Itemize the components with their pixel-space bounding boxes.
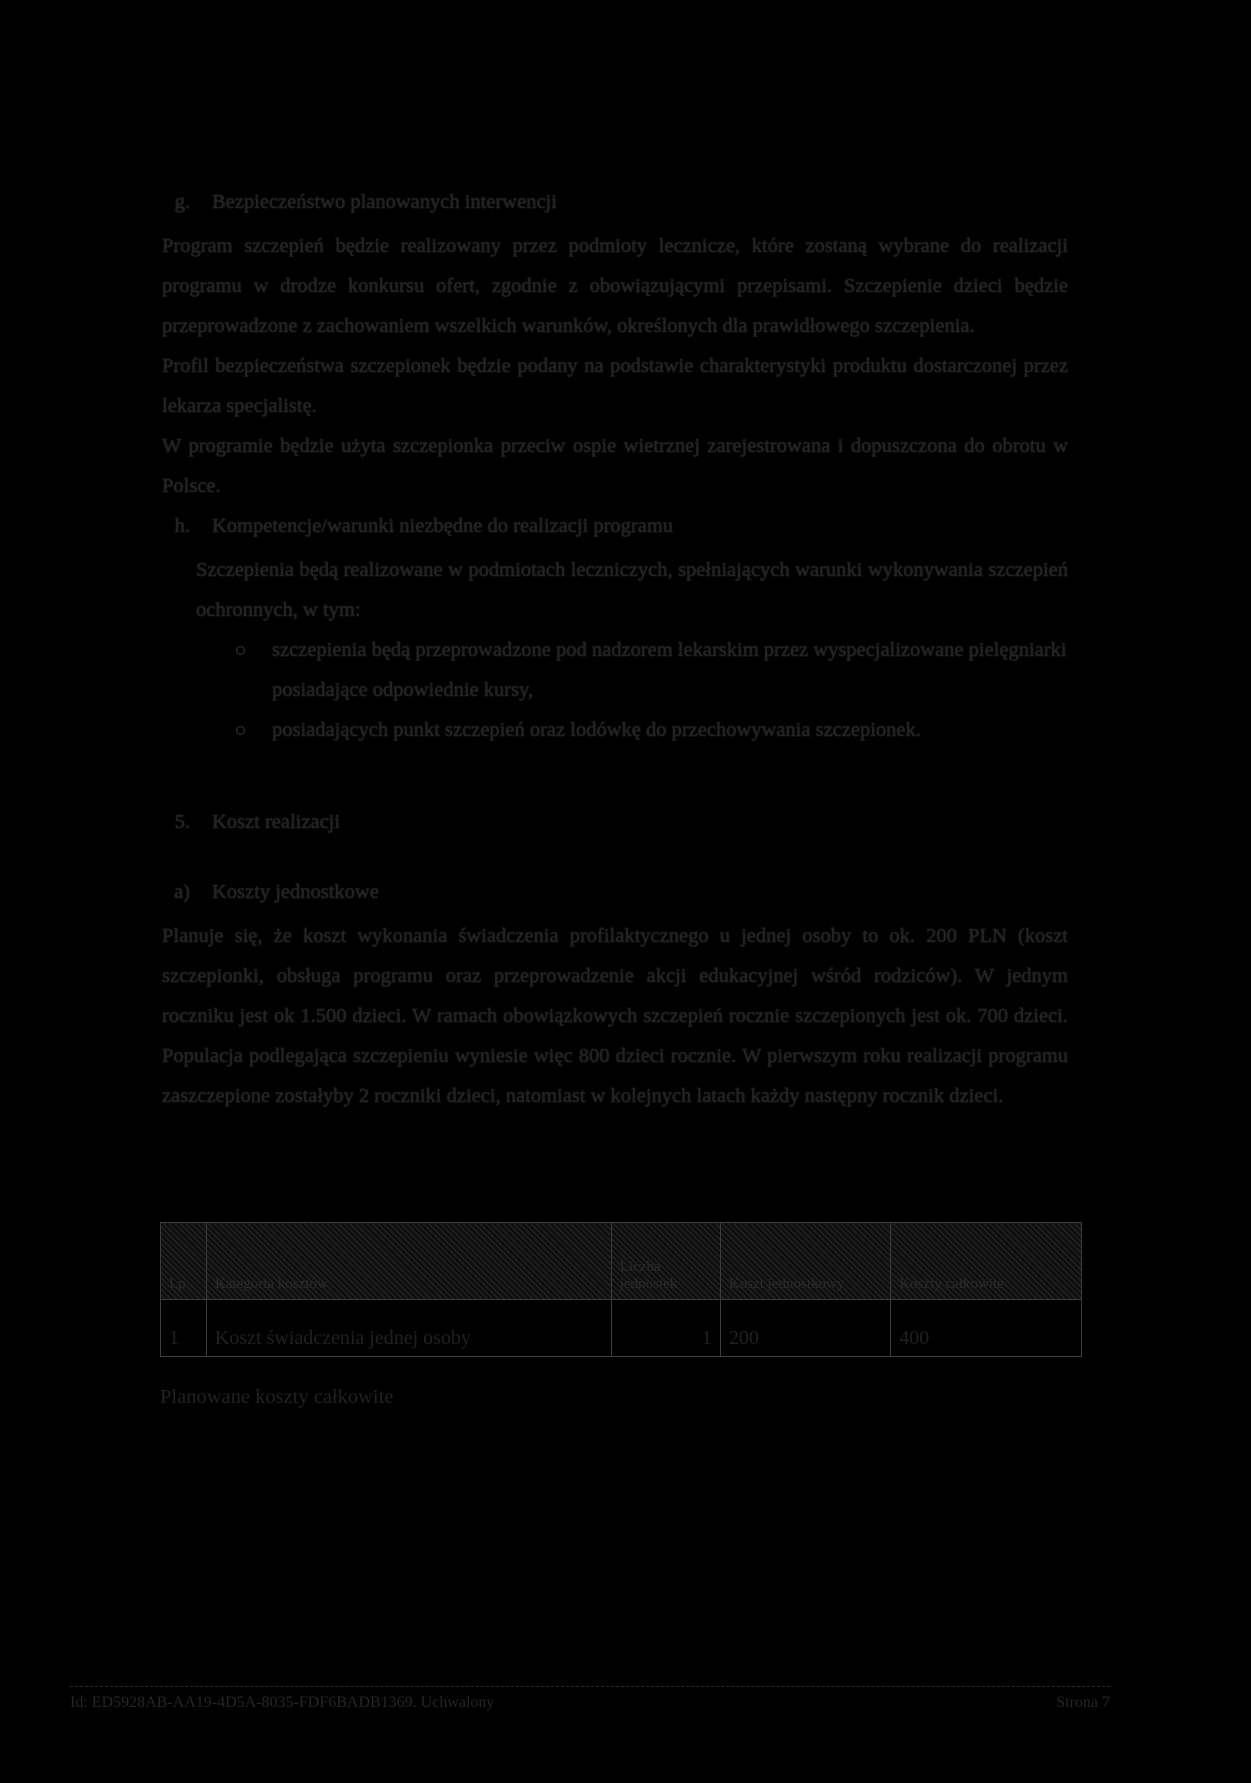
page-number: Strona 7 [1056,1694,1110,1711]
bullet-icon [236,726,245,735]
list-item [236,630,1068,710]
cost-table [160,1222,1082,1357]
paragraph: Planuje się, że koszt wykonania świadczenia profilaktycznego u jednej osoby to ok. 200 PLN (koszt szczepionki, obsługa programu oraz przeprowadzenie akcji edukacyjnej wśród rodziców). W jednym roczniku jest ok 1.500 dzieci. W ramach obowiązkowych szczepień rocznie szczepionych jest ok. 700 dzieci. Populacja podlegająca szczepieniu wyniesie więc 800 dzieci rocznie. W pierwszym roku realizacji programu zaszczepione zostałyby 2 roczniki dzieci, natomiast w kolejnych latach każdy następny rocznik dzieci. [162,925,1068,1107]
page-footer [70,1694,1110,1712]
column-header: Koszt jednostkowy [720,1223,890,1300]
list-item [236,710,1068,750]
paragraph: Program szczepień będzie realizowany przez podmioty lecznicze, które zostaną wybrane do realizacji programu w drodze konkursu ofert, zgodnie z obowiązującymi przepisami. Szczepienie dzieci będzie przeprowadzone z zachowaniem wszelkich warunków, określonych dla prawidłowego szczepienia. [162,235,1068,337]
document-body [162,182,1068,1116]
list-item-text: szczepienia będą przeprowadzone pod nadzorem lekarskim przez wyspecjalizowane pielęgniarki posiadające odpowiednie kursy, [272,639,1067,701]
table-cell: 1 [161,1300,207,1357]
paragraph: Planowane koszty całkowite [160,1386,394,1408]
table-cell: 400 [891,1300,1082,1357]
section-title: Koszt realizacji [212,811,341,833]
document-id: Id: ED5928AB-AA19-4D5A-8035-FDF6BADB1369. Uchwalony [70,1694,495,1711]
table-row [161,1300,1082,1357]
section-a-heading [162,872,1068,912]
paragraph: W programie będzie użyta szczepionka przeciw ospie wietrznej zarejestrowana i dopuszczona do obrotu w Polsce. [162,435,1068,497]
paragraph: Szczepienia będą realizowane w podmiotach leczniczych, spełniających warunki wykonywania szczepień ochronnych, w tym: [196,559,1068,621]
requirements-list [236,630,1068,750]
footer-divider [70,1686,1110,1687]
section-5-heading [162,802,1068,842]
column-header: Kategoria kosztów [206,1223,611,1300]
section-number: a) [174,881,190,903]
section-title: Kompetencje/warunki niezbędne do realizacji programu [212,515,674,537]
section-title: Koszty jednostkowe [212,881,379,903]
section-h-heading [162,506,1068,546]
section-title: Bezpieczeństwo planowanych interwencji [212,191,557,213]
section-g-heading [162,182,1068,222]
column-header: Koszty całkowite [891,1223,1082,1300]
column-header: Liczba jednostek [611,1223,720,1300]
bullet-icon [236,646,245,655]
list-item-text: posiadających punkt szczepień oraz lodówkę do przechowywania szczepionek. [272,719,921,741]
table-cell: Koszt świadczenia jednej osoby [206,1300,611,1357]
table-cell: 200 [720,1300,890,1357]
section-number: g. [174,191,190,213]
section-number: 5. [174,811,190,833]
section-number: h. [174,515,190,537]
table-cell: 1 [611,1300,720,1357]
table-header-row [161,1223,1082,1300]
paragraph: Profil bezpieczeństwa szczepionek będzie podany na podstawie charakterystyki produktu dostarczonej przez lekarza specjalistę. [162,355,1068,417]
column-header: Lp [161,1223,207,1300]
